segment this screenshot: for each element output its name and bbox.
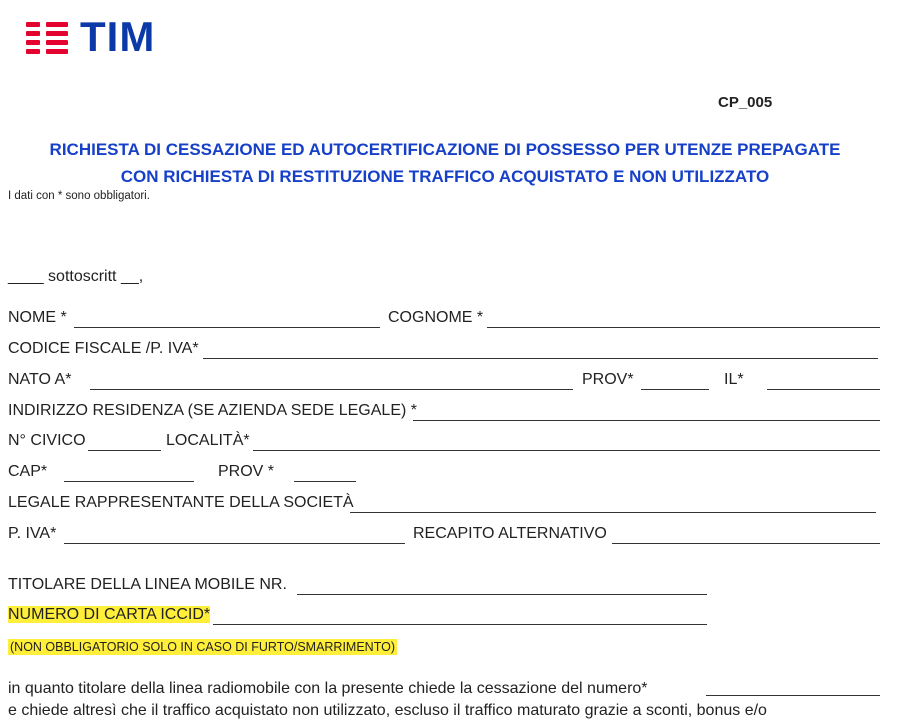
document-title-line1: RICHIESTA DI CESSAZIONE ED AUTOCERTIFICAZIONE DI POSSESSO PER UTENZE PREPAGATE bbox=[49, 140, 841, 159]
legale-label: LEGALE RAPPRESENTANTE DELLA SOCIETÀ bbox=[8, 494, 354, 511]
iccid-label-text: NUMERO DI CARTA ICCID* bbox=[8, 606, 211, 623]
iccid-note: (NON OBBLIGATORIO SOLO IN CASO DI FURTO/SMARRIMENTO) bbox=[10, 640, 396, 654]
piva-field[interactable] bbox=[64, 543, 405, 544]
prov2-field[interactable] bbox=[294, 481, 356, 482]
civico-field[interactable] bbox=[88, 450, 161, 451]
recapito-field[interactable] bbox=[612, 543, 880, 544]
cognome-field[interactable] bbox=[487, 327, 880, 328]
logo-text: TIM bbox=[80, 13, 156, 60]
cap-field[interactable] bbox=[64, 481, 194, 482]
paragraph-line1-text: in quanto titolare della linea radiomobile con la presente chiede la cessazione del numero* bbox=[8, 680, 648, 697]
localita-field[interactable] bbox=[253, 450, 880, 451]
indirizzo-label: INDIRIZZO RESIDENZA (SE AZIENDA SEDE LEGALE) * bbox=[8, 402, 417, 419]
paragraph-line2: e chiede altresì che il traffico acquistato non utilizzato, escluso il traffico maturato grazie a sconti, bonus e/o bbox=[8, 702, 767, 719]
tim-logo bbox=[26, 13, 156, 60]
codice-fiscale-field[interactable] bbox=[203, 358, 878, 359]
document-title-line2: CON RICHIESTA DI RESTITUZIONE TRAFFICO ACQUISTATO E NON UTILIZZATO bbox=[120, 167, 770, 186]
iccid-label bbox=[8, 606, 210, 624]
cap-label: CAP* bbox=[8, 463, 48, 480]
localita-label: LOCALITÀ* bbox=[166, 432, 250, 449]
prov-field[interactable] bbox=[641, 389, 709, 390]
titolare-label: TITOLARE DELLA LINEA MOBILE NR. bbox=[8, 576, 287, 593]
il-label: IL* bbox=[724, 371, 744, 388]
paragraph-line1 bbox=[8, 678, 881, 700]
nato-a-field[interactable] bbox=[90, 389, 573, 390]
cognome-label: COGNOME * bbox=[388, 309, 484, 326]
codice-fiscale-label: CODICE FISCALE /P. IVA* bbox=[8, 340, 199, 357]
numero-cessazione-field[interactable] bbox=[706, 695, 880, 696]
legale-field[interactable] bbox=[350, 512, 876, 513]
recapito-label: RECAPITO ALTERNATIVO bbox=[413, 525, 607, 542]
indirizzo-field[interactable] bbox=[413, 420, 880, 421]
mandatory-note: I dati con * sono obbligatori. bbox=[8, 190, 150, 202]
nome-field[interactable] bbox=[74, 327, 380, 328]
titolare-field[interactable] bbox=[297, 594, 707, 595]
document-code: CP_005 bbox=[718, 94, 773, 111]
il-field[interactable] bbox=[767, 389, 880, 390]
piva-label: P. IVA* bbox=[8, 525, 57, 542]
tim-logo-mark-icon bbox=[26, 20, 72, 54]
prov-label: PROV* bbox=[582, 371, 634, 388]
civico-label: N° CIVICO bbox=[8, 432, 86, 449]
nome-label: NOME * bbox=[8, 309, 67, 326]
iccid-field[interactable] bbox=[213, 624, 707, 625]
sottoscritto-label: ____ sottoscritt __, bbox=[8, 268, 144, 285]
nato-a-label: NATO A* bbox=[8, 371, 72, 388]
prov2-label: PROV * bbox=[218, 463, 275, 480]
